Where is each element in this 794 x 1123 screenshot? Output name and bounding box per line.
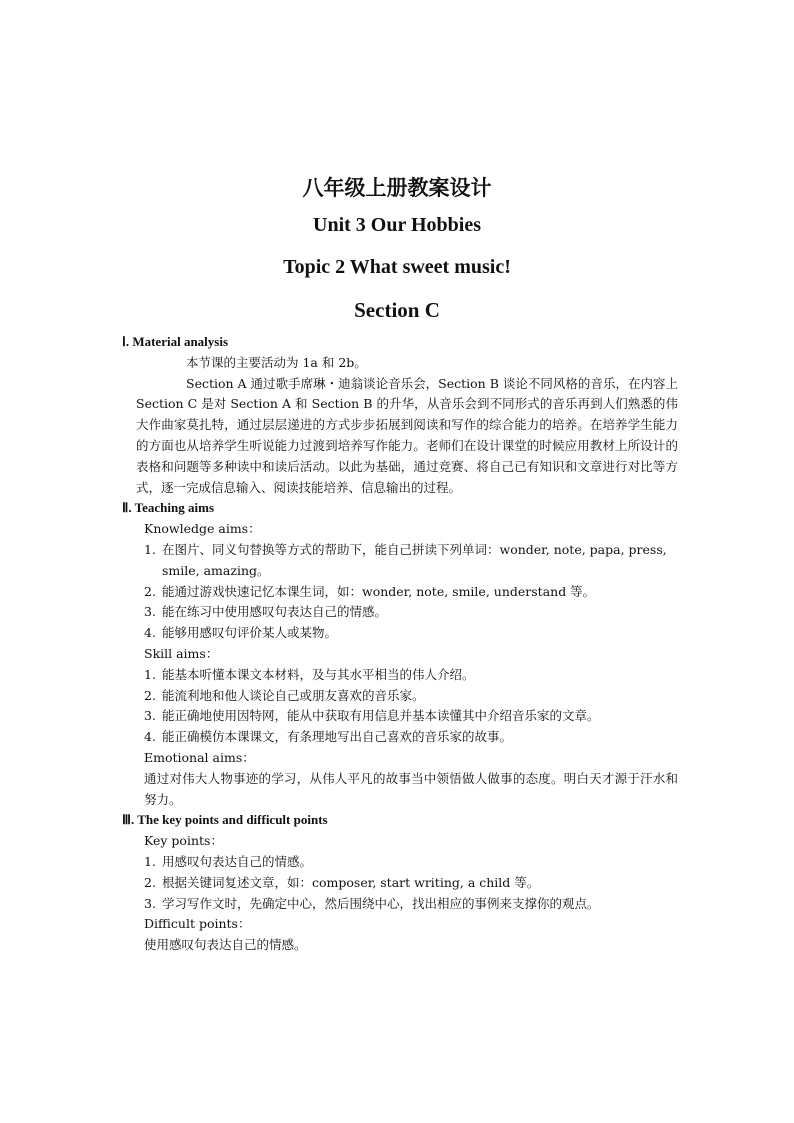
knowledge-aims-label: Knowledge aims： bbox=[144, 521, 261, 537]
item-number: 2. bbox=[144, 583, 156, 599]
unit-title: Unit 3 Our Hobbies bbox=[313, 214, 481, 236]
knowledge-aim-item bbox=[144, 540, 678, 582]
skill-aim-item bbox=[144, 665, 678, 686]
key-point-item bbox=[144, 852, 678, 873]
item-number: 1. bbox=[144, 853, 156, 869]
item-text: 能正确地使用因特网，能从中获取有用信息并基本读懂其中介绍音乐家的文章。 bbox=[162, 708, 600, 724]
teaching-aims-heading: Ⅱ. Teaching aims bbox=[122, 500, 215, 516]
document-title: 八年级上册教案设计 bbox=[302, 175, 492, 200]
lesson-content bbox=[122, 332, 678, 956]
item-text: 能流利地和他人谈论自己或朋友喜欢的音乐家。 bbox=[162, 687, 425, 703]
key-points-label: Key points： bbox=[144, 833, 223, 849]
key-point-item bbox=[144, 873, 678, 894]
skill-aim-item bbox=[144, 727, 678, 748]
key-points-heading: Ⅲ. The key points and difficult points bbox=[122, 812, 328, 828]
material-analysis-heading: Ⅰ. Material analysis bbox=[122, 334, 229, 349]
skill-aim-item bbox=[144, 686, 678, 707]
item-number: 3. bbox=[144, 604, 156, 620]
item-text: 学习写作文时，先确定中心，然后围绕中心，找出相应的事例来支撑你的观点。 bbox=[162, 895, 600, 911]
item-text: 根据关键词复述文章，如：composer, start writing, a child 等。 bbox=[162, 874, 540, 890]
item-number: 2. bbox=[144, 687, 156, 703]
item-number: 1. bbox=[144, 541, 156, 557]
item-number: 4. bbox=[144, 625, 156, 641]
section-title: Section C bbox=[354, 298, 440, 322]
emotional-aims-text: 通过对伟大人物事迹的学习，从伟人平凡的故事当中领悟做人做事的态度。明白天才源于汗水和努力。 bbox=[144, 770, 678, 807]
key-point-item bbox=[144, 894, 678, 915]
item-text: 能够用感叹句评价某人或某物。 bbox=[162, 625, 338, 641]
material-paragraph-2: Section A 通过歌手席琳・迪翁谈论音乐会，Section B 谈论不同风格的音乐，在内容上 Section C 是对 Section A 和 Section B 的升华，从音乐会到不同形式的音乐再到人们熟悉的伟大作曲家莫扎特，通过层层递进的方式步步拓展到阅读和写作的综合能力的培养。在培养学生能力的方面也从培养学生听说能力过渡到培养写作能力。老师们在设计课堂的时候应用教材上所设计的表格和问题等多种读中和读后活动。以此为基础，通过竞赛、将自己已有知识和文章进行对比等方式，逐一完成信息输入、阅读技能培养、信息输出的过程。 bbox=[136, 375, 678, 495]
skill-aim-item bbox=[144, 706, 678, 727]
skill-aims-label: Skill aims： bbox=[144, 645, 219, 661]
item-number: 2. bbox=[144, 874, 156, 890]
emotional-aims-label: Emotional aims： bbox=[144, 749, 255, 765]
item-text: 能通过游戏快速记忆本课生词，如：wonder, note, smile, understand 等。 bbox=[162, 583, 596, 599]
item-text: 用感叹句表达自己的情感。 bbox=[162, 853, 313, 869]
item-number: 1. bbox=[144, 666, 156, 682]
knowledge-aim-item bbox=[144, 582, 678, 603]
item-number: 4. bbox=[144, 729, 156, 745]
item-number: 3. bbox=[144, 708, 156, 724]
difficult-points-label: Difficult points： bbox=[144, 916, 251, 932]
difficult-points-text: 使用感叹句表达自己的情感。 bbox=[144, 937, 307, 953]
material-paragraph-1: 本节课的主要活动为 1a 和 2b。 bbox=[186, 354, 367, 370]
knowledge-aim-item bbox=[144, 602, 678, 623]
item-text: 在图片、同义句替换等方式的帮助下，能自己拼读下列单词：wonder, note, papa, press, smile, amazing。 bbox=[162, 541, 667, 578]
topic-title: Topic 2 What sweet music! bbox=[283, 256, 511, 278]
knowledge-aim-item bbox=[144, 623, 678, 644]
item-text: 能正确模仿本课课文，有条理地写出自己喜欢的音乐家的故事。 bbox=[162, 729, 513, 745]
item-number: 3. bbox=[144, 895, 156, 911]
item-text: 能基本听懂本课文本材料，及与其水平相当的伟人介绍。 bbox=[162, 666, 475, 682]
item-text: 能在练习中使用感叹句表达自己的情感。 bbox=[162, 604, 388, 620]
